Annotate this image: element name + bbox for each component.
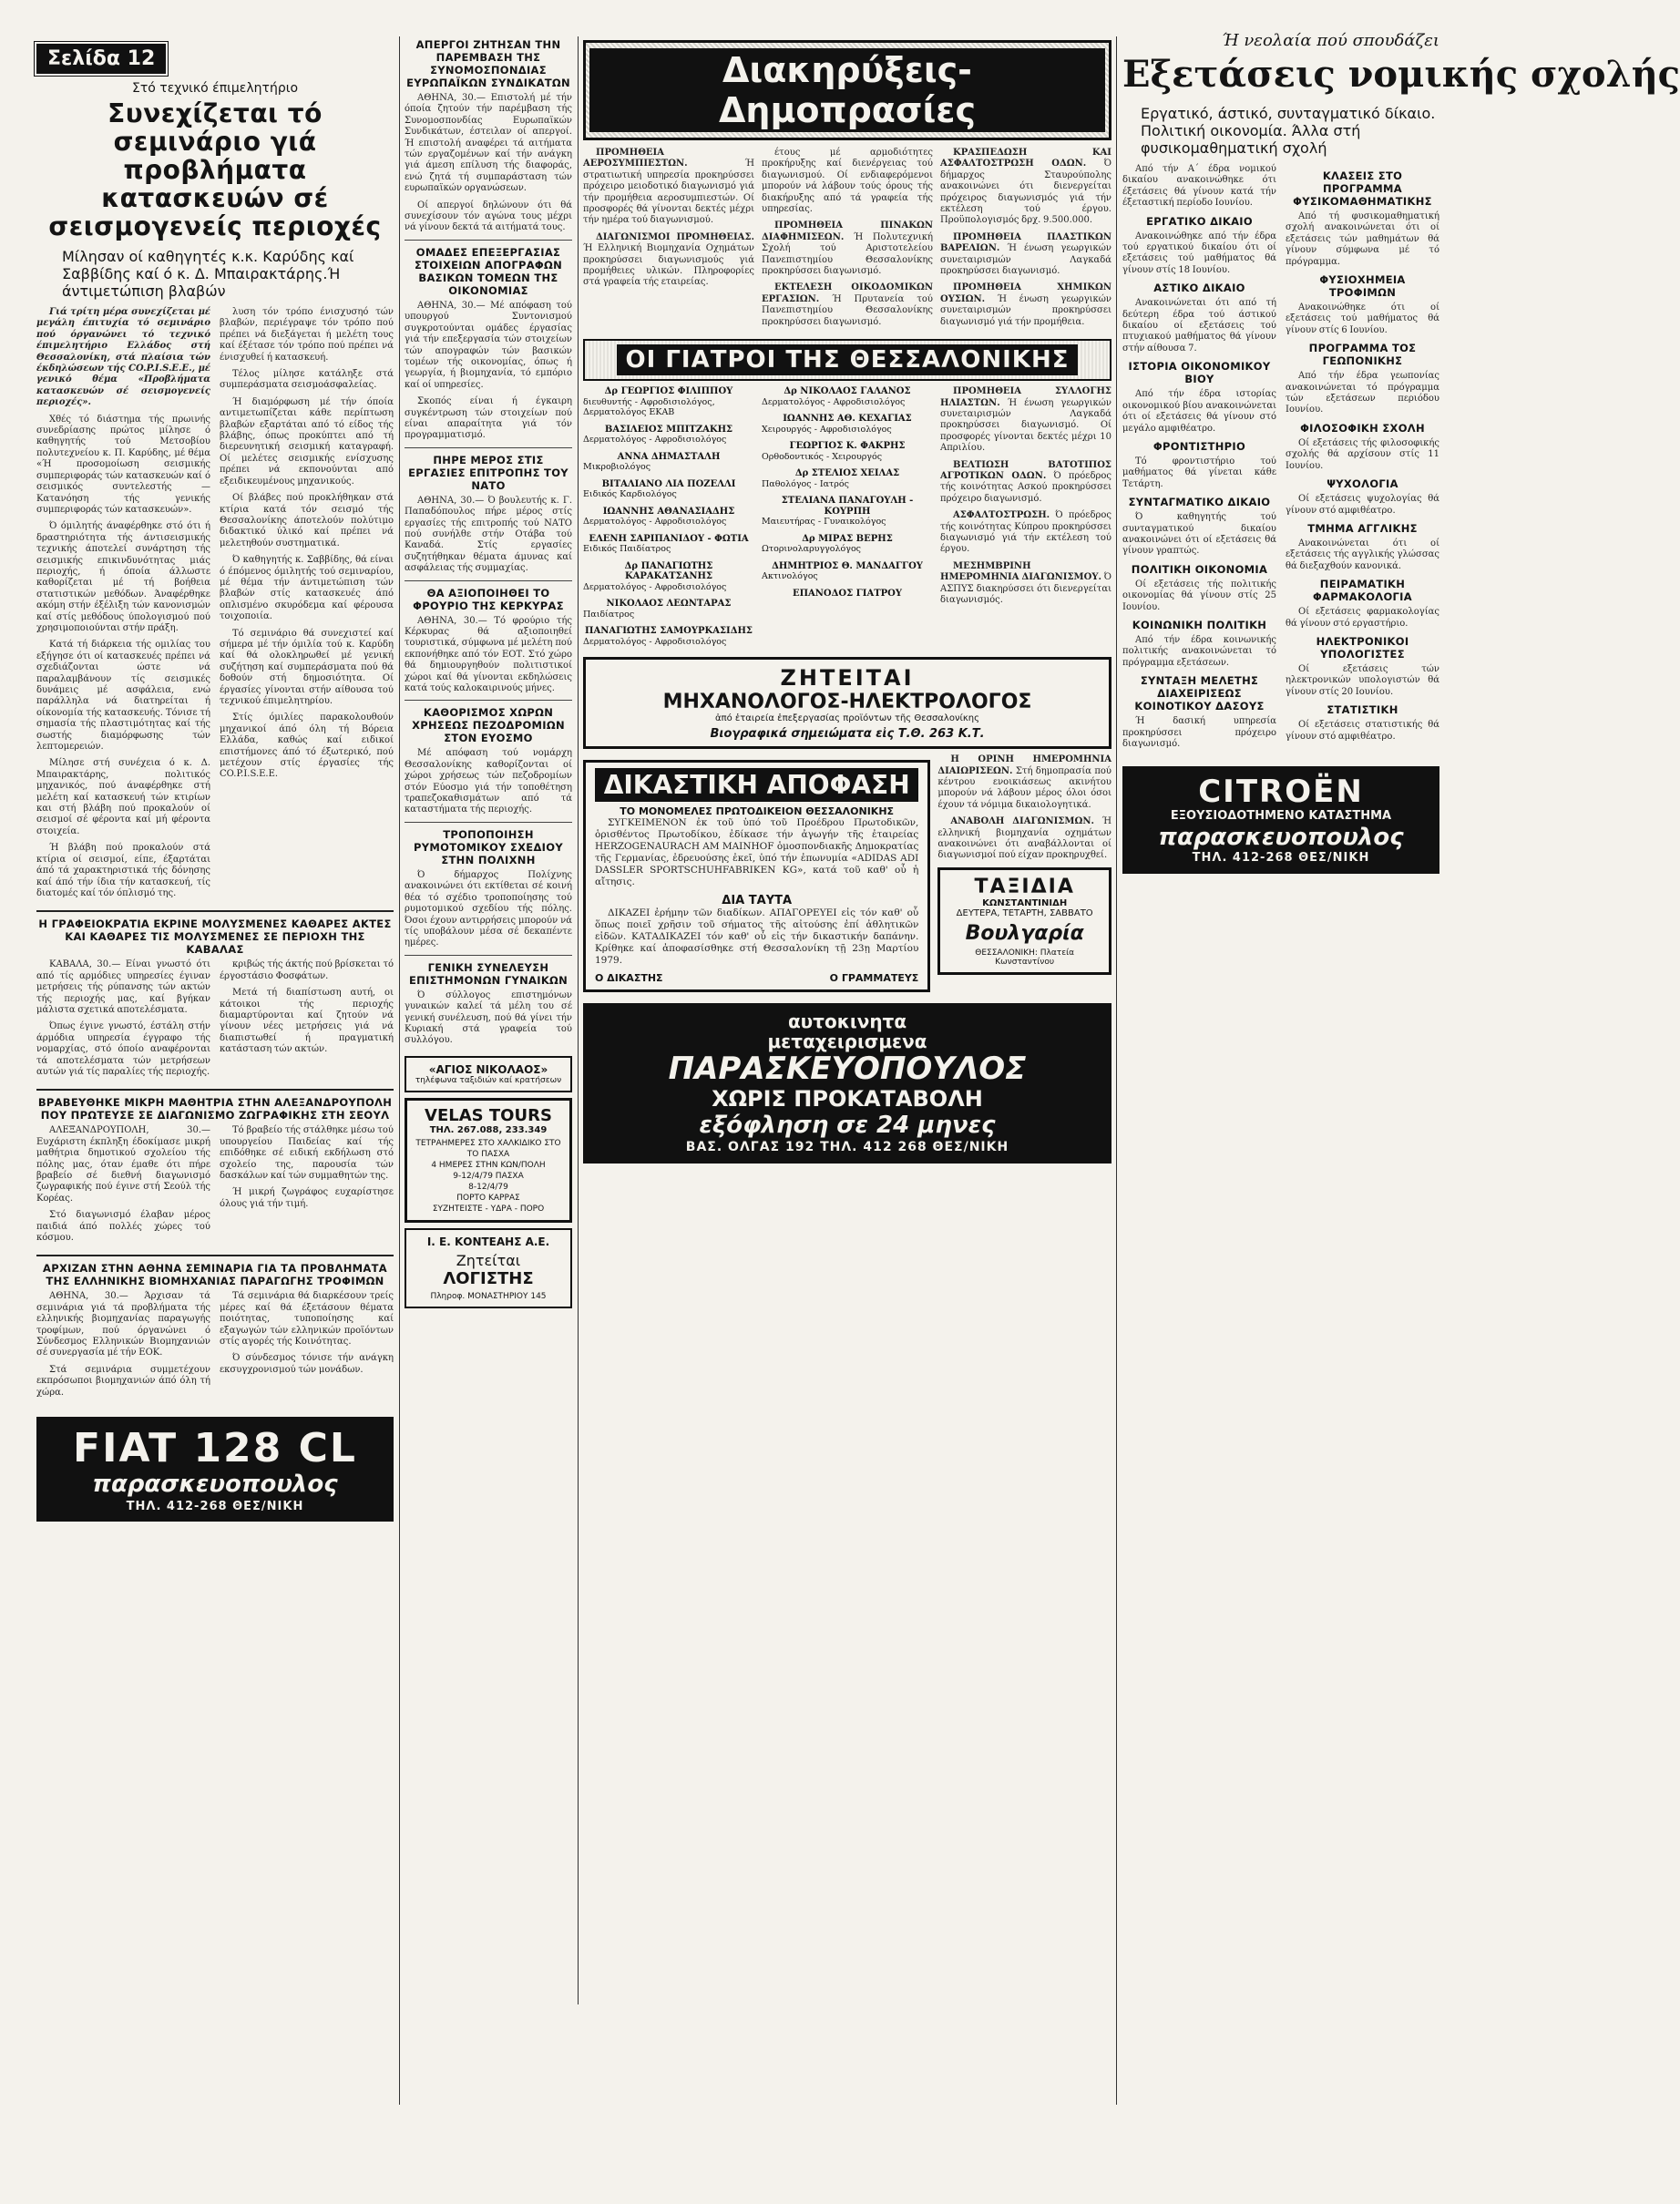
doctor-entry	[762, 414, 933, 435]
divider	[405, 580, 572, 581]
column-rule	[578, 36, 579, 2004]
story-headline: ΟΜΑΔΕΣ ΕΠΕΞΕΡΓΑΣΙΑΣ ΣΤΟΙΧΕΙΩΝ ΑΠΟΓΡΑΦΩΝ ΒΑΣΙΚΩΝ ΤΟΜΕΩΝ ΤΗΣ ΟΙΚΟΝΟΜΙΑΣ	[415, 245, 562, 297]
middle-column: ΑΠΕΡΓΟΙ ΖΗΤΗΣΑΝ ΤΗΝ ΠΑΡΕΜΒΑΣΗ ΤΗΣ ΣΥΝΟΜΟΣΠΟΝΔΙΑΣ ΕΥΡΩΠΑΪΚΩΝ ΣΥΝΔΙΚΑΤΩΝ ΑΘΗΝΑ, 30.— Επιστολή μέ τήν όποία ζητούν τήν παρέμβαση τής Συνομοσπονδίας Ευρωπαϊκών Συνδικάτων, έστειλαν οί απεργοί. Ή επιστολή αναφέρει τά αιτήματα τών εργαζομένων καί τήν ανάγκη γιά άμεση επίλυση τής διαφοράς, ενώ ζητά τή συμπαράσταση τών ευρωπαϊκών οργανώσεων. Οί απεργοί δηλώνουν ότι θά συνεχίσουν τόν αγώνα τους μέχρι νά γίνουν δεκτά τά αιτήματά τους. ΟΜΑΔΕΣ ΕΠΕΞΕΡΓΑΣΙΑΣ ΣΤΟΙΧΕΙΩΝ ΑΠΟΓΡΑΦΩΝ ΒΑΣΙΚΩΝ ΤΟΜΕΩΝ ΤΗΣ ΟΙΚΟΝΟΜΙΑΣ ΑΘΗΝΑ, 30.— Μέ απόφαση τού υπουργού Συντονισμού συγκροτούνται ομάδες έργασίας γιά τήν επεξεργασία τών στοιχείων τών απογραφών τών βασικών τομέων τής οικονομίας, όπως ή γεωργία, ή βιομηχανία, τό εμπόριο καί οί υπηρεσίες. Σκοπός είναι ή έγκαιρη συγκέντρωση τών στοιχείων πού είναι απαραίτητα γιά τόν προγραμματισμό. ΠΗΡΕ ΜΕΡΟΣ ΣΤΙΣ ΕΡΓΑΣΙΕΣ ΕΠΙΤΡΟΠΗΣ ΤΟΥ ΝΑΤΟ ΑΘΗΝΑ, 30.— Ό βουλευτής κ. Γ. Παπαδόπουλος πήρε μέρος στίς εργασίες τής επιτροπής τού ΝΑΤΟ πού συνήλθε στήν Οτάβα τού Καναδά. Στίς εργασίες συζητήθηκαν θέματα άμυνας καί ασφάλειας τής συμμαχίας. ΘΑ ΑΞΙΟΠΟΙΗΘΕΙ ΤΟ ΦΡΟΥΡΙΟ ΤΗΣ ΚΕΡΚΥΡΑΣ ΑΘΗΝΑ, 30.— Τό φρούριο τής Κέρκυρας θά αξιοποιηθεί τουριστικά, σύμφωνα μέ μελέτη πού εκπονήθηκε από τόν ΕΟΤ. Στό χώρο θά δημιουργηθούν πολιτιστικοί χώροι καί θά γίνονται εκδηλώσεις κατά τούς καλοκαιρινούς μήνες. ΚΑΘΟΡΙΣΜΟΣ ΧΩΡΩΝ ΧΡΗΣΕΩΣ ΠΕΖΟΔΡΟΜΙΩΝ ΣΤΟΝ ΕΥΟΣΜΟ Μέ απόφαση τού νομάρχη Θεσσαλονίκης καθορίζονται οί χώροι χρήσεως τών πεζοδρομίων στόν Εύοσμο γιά τήν τοποθέτηση τραπεζοκαθισμάτων από τά καταστήματα τής περιοχής. ΤΡΟΠΟΠΟΙΗΣΗ ΡΥΜΟΤΟΜΙΚΟΥ ΣΧΕΔΙΟΥ ΣΤΗΝ ΠΟΛΙΧΝΗ Ό δήμαρχος Πολίχνης ανακοινώνει ότι εκτίθεται σέ κοινή θέα τό σχέδιο τροποποίησης τού ρυμοτομικού σχεδίου τής πόλης. Όσοι έχουν αντιρρήσεις μπορούν νά τίς υποβάλουν μέσα σέ δεκαπέντε ημέρες. ΓΕΝΙΚΗ ΣΥΝΕΛΕΥΣΗ ΕΠΙΣΤΗΜΟΝΩΝ ΓΥΝΑΙΚΩΝ Ό σύλλογος επιστημόνων γυναικών καλεί τά μέλη του σέ γενική συνέλευση, πού θά γίνει τήν Κυριακή στά γραφεία τού συλλόγου. «ΑΓΙΟΣ ΝΙΚΟΛΑΟΣ» τηλέφωνα ταξιδιών καί κρατήσεων VELAS TOURS ΤΗΛ. 267.088, 233.349 ΤΕΤΡΑΗΜΕΡΕΣ ΣΤΟ ΧΑΛΚΙΔΙΚΟ ΣΤΟ ΤΟ ΠΑΣΧΑ 4 ΗΜΕΡΕΣ ΣΤΗΝ ΚΩΝ/ΠΟΛΗ 9-12/4/79 ΠΑΣΧΑ 8-12/4/79 ΠΟΡΤΟ ΚΑΡΡΑΣ ΣΥΖΗΤΕΙΣΤΕ - ΥΔΡΑ - ΠΟΡΟ Ι. Ε. ΚΟΝΤΕΑΗΣ Α.Ε. Ζητείται ΛΟΓΙΣΤΗΣ Πληροφ. ΜΟΝΑΣΤΗΡΙΟΥ 145	[405, 0, 572, 1314]
divider	[405, 955, 572, 956]
court-signature-judge: Ο ΔΙΚΑΣΤΗΣ	[595, 972, 663, 985]
car-ad-brand: ΠΑΡΑΣΚΕΥΟΠΟΥΛΟΣ	[668, 1051, 1027, 1088]
divider	[405, 240, 572, 241]
center-section: Διακηρύξεις-Δημοπρασίες ΠΡΟΜΗΘΕΙΑ ΑΕΡΟΣΥΜΠΙΕΣΤΩΝ. Ή στρατιωτική υπηρεσία προκηρύσσει πρόχειρο μειοδοτικό διαγωνισμό γιά τήν προμήθεια αεροσυμπιεστών. Οί προσφορές θά γίνονται δεκτές μέχρι τήν ημέρα τού διαγωνισμού. ΔΙΑΓΩΝΙΣΜΟΙ ΠΡΟΜΗΘΕΙΑΣ. Ή Ελληνική Βιομηχανία Οχημάτων προκηρύσσει διαγωνισμούς γιά προμήθειες υλικών. Πληροφορίες στά γραφεία τής εταιρείας. έτους μέ αρμοδιότητες προκήρυξης καί διενέργειας τού διαγωνισμού. Οί ενδιαφερόμενοι μπορούν νά λάβουν τούς όρους τής διακήρυξης από τά γραφεία τής υπηρεσίας. ΠΡΟΜΗΘΕΙΑ ΠΙΝΑΚΩΝ ΔΙΑΦΗΜΙΣΕΩΝ. Ή Πολυτεχνική Σχολή τού Αριστοτελείου Πανεπιστημίου Θεσσαλονίκης προκηρύσσει διαγωνισμό. ΕΚΤΕΛΕΣΗ ΟΙΚΟΔΟΜΙΚΩΝ ΕΡΓΑΣΙΩΝ. Ή Πρυτανεία τού Πανεπιστημίου Θεσσαλονίκης προκηρύσσει διαγωνισμό. ΚΡΑΣΠΕΔΩΣΗ ΚΑΙ ΑΣΦΑΛΤΟΣΤΡΩΣΗ ΟΔΩΝ. Ό δήμαρχος Σταυρούπολης ανακοινώνει ότι διενεργείται πρόχειρος διαγωνισμός γιά τήν εκτέλεση τού έργου. Προϋπολογισμός δρχ. 9.500.000. ΠΡΟΜΗΘΕΙΑ ΠΛΑΣΤΙΚΩΝ ΒΑΡΕΛΙΩΝ. Ή ένωση γεωργικών συνεταιρισμών Λαγκαδά προκηρύσσει διαγωνισμό. ΠΡΟΜΗΘΕΙΑ ΧΗΜΙΚΩΝ ΟΥΣΙΩΝ. Ή ένωση γεωργικών συνεταιρισμών προκηρύσσει διαγωνισμό γιά τήν προμήθεια. ΟΙ ΓΙΑΤΡΟΙ ΤΗΣ ΘΕΣΣΑΛΟΝΙΚΗΣ Δρ ΓΕΩΡΓΙΟΣ ΦΙΛΙΠΠΟΥ διευθυντής - Αφροδισιολόγος, Δερματολόγος ΕΚΑΒ ΒΑΣΙΛΕΙΟΣ ΜΠΙΤΖΑΚΗΣ Δερματολόγος - Αφροδισιολόγος ΑΝΝΑ ΔΗΜΑΣΤΑΛΗ Μικροβιολόγος ΒΙΤΑΛΙΑΝΟ ΛΙΑ ΠΟΖΕΛΛΙ Ειδικός Καρδιολόγος ΙΩΑΝΝΗΣ ΑΘΑΝΑΣΙΑΔΗΣ Δερματολόγος - Αφροδισιολόγος ΕΛΕΝΗ ΣΑΡΙΠΑΝΙΔΟΥ - ΦΩΤΙΑ Ειδικός Παιδίατρος Δρ ΠΑΝΑΓΙΩΤΗΣ ΚΑΡΑΚΑΤΣΑΝΗΣ Δερματολόγος - Αφροδισιολόγος ΝΙΚΟΛΑΟΣ ΛΕΩΝΤΑΡΑΣ Παιδίατρος ΠΑΝΑΓΙΩΤΗΣ ΣΑΜΟΥΡΚΑΣΙΔΗΣ Δερματολόγος - Αφροδισιολόγος Δρ ΝΙΚΟΛΑΟΣ ΓΑΛΑΝΟΣ Δερματολόγος - Αφροδισιολόγος ΙΩΑΝΝΗΣ ΑΘ. ΚΕΧΑΓΙΑΣ Χειρουργός - Αφροδισιολόγος ΓΕΩΡΓΙΟΣ Κ. ΦΑΚΡΗΣ Ορθοδοντικός - Χειρουργός Δρ ΣΤΕΛΙΟΣ ΧΕΙΛΑΣ Παθολόγος - Ιατρός ΣΤΕΛΙΑΝΑ ΠΑΝΑΓΟΥΛΗ - ΚΟΥΡΠΗ Μαιευτήρας - Γυναικολόγος Δρ ΜΙΡΑΣ ΒΕΡΗΣ Ωτορινολαρυγγολόγος ΔΗΜΗΤΡΙΟΣ Θ. ΜΑΝΔΑΓΓΟΥ Ακτινολόγος ΕΠΑΝΟΔΟΣ ΓΙΑΤΡΟΥ ΠΡΟΜΗΘΕΙΑ ΣΥΛΛΟΓΗΣ ΗΛΙΑΣΤΩΝ. Ή ένωση γεωργικών συνεταιρισμών Λαγκαδά προκηρύσσει διαγωνισμό. Οί προσφορές γίνονται δεκτές μέχρι 10 Απριλίου. ΒΕΛΤΙΩΣΗ ΒΑΤΟΤΙΠΟΣ ΑΓΡΟΤΙΚΩΝ ΟΔΩΝ. Ό πρόεδρος τής κοινότητας Ασκού προκηρύσσει πρόχειρο διαγωνισμό. ΑΣΦΑΛΤΟΣΤΡΩΣΗ. Ό πρόεδρος τής κοινότητας Κύπρου προκηρύσσει διαγωνισμό γιά τήν εκτέλεση τού έργου. ΜΕΣΗΜΒΡΙΝΗ ΗΜΕΡΟΜΗΝΙΑ ΔΙΑΓΩΝΙΣΜΟΥ. Ό ΑΣΠΥΣ διακηρύσσει ότι διενεργείται διαγωνισμός. ΖΗΤΕΙΤΑΙ ΜΗΧΑΝΟΛΟΓΟΣ-ΗΛΕΚΤΡΟΛΟΓΟΣ ἀπό ἐταιρεία ἐπεξεργασίας προϊόντων τῆς Θεσσαλονίκης Βιογραφικά σημειώματα εἰς Τ.Θ. 263 Κ.Τ. ΔΙΚΑΣΤΙΚΗ ΑΠΟΦΑΣΗ ΤΟ ΜΟΝΟΜΕΛΕΣ ΠΡΩΤΟΔΙΚΕΙΟΝ ΘΕΣΣΑΛΟΝΙΚΗΣ ΣΥΓΚΕΙΜΕΝΟΝ ἐκ τοῦ ὑπό τοῦ Προέδρου Πρωτοδικῶν, ὁρισθέντος Πρωτοδίκου, ἐδίκασε τήν ἀγωγήν τῆς ἐταιρείας HERZOGENAURACH AM MAINHOF ὁμοσπονδιακῆς Δημοκρατίας τῆς Γερμανίας, ἐδρευούσης ἐκεῖ, ὑπό τήν ἐπωνυμία «ADIDAS ADI DASSLER SPORTSCHUHFABRIKEN KG», κατά τοῦ καθ' οὗ ἡ αἴτησις. ΔΙΑ ΤΑΥΤΑ ΔΙΚΑΖΕΙ ἐρήμην τῶν διαδίκων. ΑΠΑΓΟΡΕΥΕΙ εἰς τόν καθ' οὗ ὅπως ποιεῖ χρῆσιν τοῦ σήματος τῆς αἰτούσης ἐπί ἀθλητικῶν εἰδῶν. ΚΑΤΑΔΙΚΑΖΕΙ τόν καθ' οὗ εἰς τήν δικαστικήν δαπάνην. Κρίθηκε καί ἀποφασίσθηκε στή Θεσσαλονίκη τῇ 23ῃ Μαρτίου 1979. Ο ΔΙΚΑΣΤΗΣ Ο ΓΡΑΜΜΑΤΕΥΣ Η ΟΡΙΝΗ ΗΜΕΡΟΜΗΝΙΑ ΔΙΑΙΩΡΙΣΕΩΝ. Στή δημοπρασία πού κέντρου ενοικιάσεως ακινήτου μπορούν νά λάβουν μέρος όλοι όσοι έχουν τά νόμιμα δικαιολογητικά. ΑΝΑΒΟΛΗ ΔΙΑΓΩΝΙΣΜΩΝ. Ή ελληνική βιομηχανία οχημάτων ανακοινώνει ότι αναβάλλονται οί διαγωνισμοί πού είχαν προκηρυχθεί. ΤΑΞΙΔΙΑ ΚΩΝΣΤΑΝΤΙΝΙΔΗ ΔΕΥΤΕΡΑ, ΤΕΤΑΡΤΗ, ΣΑΒΒΑΤΟ Βουλγαρία ΘΕΣΣΑΛΟΝΙΚΗ: Πλατεία Κωνσταντίνου αυτοκινητα μεταχειρισμενα ΠΑΡΑΣΚΕΥΟΠΟΥΛΟΣ ΧΩΡΙΣ ΠΡΟΚΑΤΑΒΟΛΗ εξόφληση σε 24 μηνες ΒΑΣ. ΟΛΓΑΣ 192 ΤΗΛ. 412 268 ΘΕΣ/ΝΙΚΗ	[583, 0, 1111, 1164]
doctor-name: ΕΠΑΝΟΔΟΣ ΓΙΑΤΡΟΥ	[792, 588, 903, 599]
doctor-info: Ακτινολόγος	[762, 571, 818, 582]
column-rule	[399, 36, 400, 2105]
doctor-entry	[583, 479, 754, 500]
section-heading: ΣΥΝΤΑΞΗ ΜΕΛΕΤΗΣ ΔΙΑΧΕΙΡΙΣΕΩΣ ΚΟΙΝΟΤΙΚΟΥ ΔΑΣΟΥΣ	[1134, 674, 1265, 713]
doctor-entry	[583, 452, 754, 473]
main-headline: Συνεχίζεται τό σεμινάριο γιά προβλήματα κατασκευών σέ σεισμογενείς περιοχές	[48, 98, 382, 241]
section-heading: ΠΟΛΙΤΙΚΗ ΟΙΚΟΝΟΜΙΑ	[1131, 562, 1268, 576]
article-body: Γιά τρίτη μέρα συνεχίζεται μέ μεγάλη έπιτυχία τό σεμινάριο πού όργανώνει τό τεχνικό έπιμελητήριο Ελλάδος στή Θεσσαλονίκη, στά πλαίσια τών έκδηλώσεων τής CO.P.I.S.E.E., μέ γενικό θέμα «Προβλήματα κατασκευών σέ σεισμογενείς περιοχές». Χθές τό διάστημα τής πρωινής συνεδρίασης πρώτος μίλησε ό καθηγητής τού Μετσοβίου πολυτεχνείου κ. Π. Καρύδης, μέ θέμα «Ή προσομοίωση σεισμικής συμπεριφοράς τών κατασκευών καί ό σεισμικός συντελεστής — Κατανόηση τής γενικής συμπεριφοράς τών κατασκευών». Ό όμιλητής άναφέρθηκε στό ότι ή δραστηριότητα τής άντισεισμικής τεχνικής άποτελεί συνάρτηση τής σεισμικής επικινδυνότητας μιάς περιοχής, ή όποία άλλωστε καθορίζεται μέ τή βοήθεια στατιστικών μεθόδων. Άναφέρθηκε ακόμη στήν έξέλιξη τών κανονισμών καί στίς μεθόδους ύπολογισμού πού χρησιμοποιούνται στήν πράξη. Κατά τή διάρκεια τής ομιλίας του εξήγησε ότι οί κατασκευές πρέπει νά σχεδιάζονται ώστε νά παραλαμβάνουν τίς σεισμικές δυνάμεις μέ ασφάλεια, ενώ παράλληλα νά διατηρείται ή οίκονομία τής κατασκευής. Τόνισε τή σημασία τής πλαστιμότητας καί τής σωστής διαμόρφωσης τών λεπτομερειών. Μίλησε στή συνέχεια ό κ. Δ. Μπαιρακτάρης, πολιτικός μηχανικός, πού άναφέρθηκε στή μελέτη καί κατασκευή τών κτιρίων και στή βλάβη πού προκαλούν οί σεισμοί σέ φέροντα καί μή φέροντα στοιχεία. Ή βλάβη πού προκαλούν στά κτίρια οί σεισμοί, είπε, έξαρτάται άπό τά χαρακτηριστικά τής δόνησης καί άπό τήν ίδια τήν κατασκευή, τίς διατομές καί τόν όπλισμό της. λυση τόν τρόπο ένισχυσηό τών βλαβών, περιέγραψε τόν τρόπο πού πρέπει νά διεξάγεται ή μελέτη τους καί έξέτασε τόν τρόπο πού πρέπει νά ένισχυθεί ή κατασκευή. Τέλος μίλησε κατάληξε στά συμπεράσματα σεισμοάσφαλείας. Ή διαμόρφωση μέ τήν όποία αντιμετωπίζεται κάθε περίπτωση βλαβών εξαρτάται από τό είδος τής βλάβης, όπως προκύπτει από τή διερευνητική σεισμική καταγραφή. Οί μελέτες σεισμικής ενίσχυσης πρέπει νά εκπονούνται από εξειδικευμένους μηχανικούς. Οί βλάβες πού προκλήθηκαν στά κτίρια κατά τόν σεισμό τής Θεσσαλονίκης άποτελούν πολύτιμο διδακτικό ύλικό καί πρέπει νά μελετηθούν συστηματικά. Ό καθηγητής κ. Σαββίδης, θά είναι ό έπόμενος όμιλητής τού σεμιναρίου, μέ θέμα τήν άντιμετώπιση τών βλαβών στίς κατασκευές άπό οπλισμένο σκυρόδεμα καί φέρουσα τοιχοποιία. Τό σεμινάριο θά συνεχιστεί καί σήμερα μέ τήν όμιλία τού κ. Καρύδη καί θά ολοκληρωθεί μέ γενική συζήτηση καί συμπεράσματα πού θά δοθούν στή δημοσιότητα. Οί έργασίες γίνονται στήν αίθουσα τού τεχνικού έπιμελητηρίου. Στίς όμιλίες παρακολουθούν μηχανικοί άπό όλη τή Βόρεια Ελλάδα, καθώς καί ειδικοί επιστήμονες άπό τό έξωτερικό, πού μετέχουν στίς έργασίες τής CO.P.I.S.E.E.	[36, 307, 394, 898]
announcements-title: Διακηρύξεις-Δημοπρασίες	[589, 48, 1105, 132]
doctor-info: Παθολόγος - Ιατρός	[762, 478, 849, 489]
velas-line: 9-12/4/79 ΠΑΣΧΑ	[453, 1171, 524, 1181]
story-headline: ΘΑ ΑΞΙΟΠΟΙΗΘΕΙ ΤΟ ΦΡΟΥΡΙΟ ΤΗΣ ΚΕΡΚΥΡΑΣ	[413, 586, 564, 612]
konteas-wanted: Ζητείται	[456, 1251, 521, 1269]
section-heading: ΗΛΕΚΤΡΟΝΙΚΟΙ ΥΠΟΛΟΓΙΣΤΕΣ	[1316, 634, 1409, 661]
used-cars-advertisement	[583, 1003, 1111, 1164]
doctor-name: ΠΑΝΑΓΙΩΤΗΣ ΣΑΜΟΥΡΚΑΣΙΔΗΣ	[585, 626, 753, 637]
velas-line: ΤΕΤΡΑΗΜΕΡΕΣ ΣΤΟ ΧΑΛΚΙΔΙΚΟ ΣΤΟ ΤΟ ΠΑΣΧΑ	[415, 1138, 561, 1159]
section-heading: ΣΤΑΤΙΣΤΙΚΗ	[1327, 703, 1398, 717]
doctor-info: Δερματολόγος - Αφροδισιολόγος	[583, 636, 727, 647]
page-number-label: Σελίδα 12	[36, 44, 166, 74]
kicker: Στό τεχνικό έπιμελητήριο	[131, 81, 299, 96]
doctor-entry	[583, 534, 754, 555]
doctor-name: ΒΑΣΙΛΕΙΟΣ ΜΠΙΤΖΑΚΗΣ	[604, 424, 733, 435]
car-ad-line: μεταχειρισμενα	[767, 1030, 927, 1053]
doctor-info: Δερματολόγος - Αφροδισιολόγος	[762, 396, 906, 407]
car-ad-line: αυτοκινητα	[787, 1010, 907, 1033]
story-headline: Η ΓΡΑΦΕΙΟΚΡΑΤΙΑ ΕΚΡΙΝΕ ΜΟΛΥΣΜΕΝΕΣ ΚΑΘΑΡΕΣ ΑΚΤΕΣ ΚΑΙ ΚΑΘΑΡΕΣ ΤΙΣ ΜΟΛΥΣΜΕΝΕΣ ΣΕ ΠΕΡΙΟΧΗ ΤΗΣ ΚΑΒΑΛΑΣ	[38, 917, 392, 957]
doctors-banner-title: ΟΙ ΓΙΑΤΡΟΙ ΤΗΣ ΘΕΣΣΑΛΟΝΙΚΗΣ	[617, 344, 1079, 375]
doctor-entry	[762, 496, 933, 528]
story-headline: ΤΡΟΠΟΠΟΙΗΣΗ ΡΥΜΟΤΟΜΙΚΟΥ ΣΧΕΔΙΟΥ ΣΤΗΝ ΠΟΛΙΧΝΗ	[414, 827, 563, 866]
doctor-info: Δερματολόγος - Αφροδισιολόγος	[583, 581, 727, 592]
fiat-ad-brand: παρασκευοπουλος	[92, 1471, 338, 1499]
right-column: Ή νεολαία πού σπουδάζει Εξετάσεις νομικής σχολής Εργατικό, άστικό, συνταγματικό δίκαιο. Πολιτική οικονομία. Άλλα στή φυσικομαθηματική σχολή Από τήν Α΄ έδρα νομικού δικαίου ανακοινώθηκε ότι έξετάσεις θά γίνουν κατά τήν έξεταστική περίοδο Ιουνίου. ΕΡΓΑΤΙΚΟ ΔΙΚΑΙΟ Ανακοινώθηκε από τήν έδρα τού εργατικού δικαίου ότι οί εξετάσεις τού μαθήματος θά γίνουν στίς 18 Ιουνίου. ΑΣΤΙΚΟ ΔΙΚΑΙΟ Ανακοινώνεται ότι από τή δεύτερη έδρα τού άστικού δικαίου οί εξετάσεις τού πτυχιακού μαθήματος θά γίνουν στήν αίθουσα 7. ΙΣΤΟΡΙΑ ΟΙΚΟΝΟΜΙΚΟΥ ΒΙΟΥ Από τήν έδρα ιστορίας οικονομικού βίου ανακοινώνεται ότι οί εξετάσεις θά γίνουν στό μεγάλο αμφιθέατρο. ΦΡΟΝΤΙΣΤΗΡΙΟ Τό φροντιστήριο τού μαθήματος θά γίνεται κάθε Τετάρτη. ΣΥΝΤΑΓΜΑΤΙΚΟ ΔΙΚΑΙΟ Ό καθηγητής τού συνταγματικού δικαίου ανακοινώνει ότι οί εξετάσεις θά γίνουν γραπτώς. ΠΟΛΙΤΙΚΗ ΟΙΚΟΝΟΜΙΑ Οί εξετάσεις τής πολιτικής οικονομίας θά γίνουν στίς 25 Ιουνίου. ΚΟΙΝΩΝΙΚΗ ΠΟΛΙΤΙΚΗ Από τήν έδρα κοινωνικής πολιτικής ανακοινώνεται τό πρόγραμμα εξετάσεων. ΣΥΝΤΑΞΗ ΜΕΛΕΤΗΣ ΔΙΑΧΕΙΡΙΣΕΩΣ ΚΟΙΝΟΤΙΚΟΥ ΔΑΣΟΥΣ Ή δασική υπηρεσία προκηρύσσει πρόχειρο διαγωνισμό. ΚΛΑΣΕΙΣ ΣΤΟ ΠΡΟΓΡΑΜΜΑ ΦΥΣΙΚΟΜΑΘΗΜΑΤΙΚΗΣ Από τή φυσικομαθηματική σχολή ανακοινώνεται ότι οί εξετάσεις τών μαθημάτων θά γίνουν σύμφωνα μέ τό πρόγραμμα. ΦΥΣΙΟΧΗΜΕΙΑ ΤΡΟΦΙΜΩΝ Ανακοινώθηκε ότι οί εξετάσεις τού μαθήματος θά γίνουν στίς 6 Ιουνίου. ΠΡΟΓΡΑΜΜΑ ΤΟΣ ΓΕΩΠΟΝΙΚΗΣ Από τήν έδρα γεωπονίας ανακοινώνεται τό πρόγραμμα τών εξετάσεων περιόδου Ιουνίου. ΦΙΛΟΣΟΦΙΚΗ ΣΧΟΛΗ Οί εξετάσεις τής φιλοσοφικής σχολής θά αρχίσουν στίς 11 Ιουνίου. ΨΥΧΟΛΟΓΙΑ Οί εξετάσεις ψυχολογίας θά γίνουν στό αμφιθέατρο. ΤΜΗΜΑ ΑΓΓΛΙΚΗΣ Ανακοινώνεται ότι οί εξετάσεις τής αγγλικής γλώσσας θά διεξαχθούν κανονικά. ΠΕΙΡΑΜΑΤΙΚΗ ΦΑΡΜΑΚΟΛΟΓΙΑ Οί εξετάσεις φαρμακολογίας θά γίνουν στό εργαστήριο. ΗΛΕΚΤΡΟΝΙΚΟΙ ΥΠΟΛΟΓΙΣΤΕΣ Οί εξετάσεις τών ηλεκτρονικών υπολογιστών θά γίνουν στίς 20 Ιουνίου. ΣΤΑΤΙΣΤΙΚΗ Οί εξετάσεις στατιστικής θά γίνουν στό αμφιθέατρο. CITROËN ΕΞΟΥΣΙΟΔΟΤΗΜΕΝΟ ΚΑΤΑΣΤΗΜΑ παρασκευοπουλος ΤΗΛ. 412-268 ΘΕΣ/ΝΙΚΗ	[1122, 0, 1439, 874]
section-heading: ΣΥΝΤΑΓΜΑΤΙΚΟ ΔΙΚΑΙΟ	[1128, 496, 1271, 509]
doctor-info: Χειρουργός - Αφροδισιολόγος	[762, 424, 892, 435]
doctor-name: Δρ ΣΤΕΛΙΟΣ ΧΕΙΛΑΣ	[794, 468, 900, 479]
doctor-name: ΝΙΚΟΛΑΟΣ ΛΕΩΝΤΑΡΑΣ	[606, 599, 732, 610]
fiat-ad-phone: ΤΗΛ. 412-268 ΘΕΣ/ΝΙΚΗ	[126, 1500, 304, 1514]
doctor-name: Δρ ΓΕΩΡΓΙΟΣ ΦΙΛΙΠΠΟΥ	[604, 386, 733, 397]
doctor-entry	[583, 386, 754, 418]
court-verdict-heading: ΔΙΑ ΤΑΥΤΑ	[722, 894, 793, 908]
velas-line: 8-12/4/79	[468, 1182, 508, 1192]
story-headline: ΑΡΧΙΖΑΝ ΣΤΗΝ ΑΘΗΝΑ ΣΕΜΙΝΑΡΙΑ ΓΙΑ ΤΑ ΠΡΟΒΛΗΜΑΤΑ ΤΗΣ ΕΛΛΗΝΙΚΗΣ ΒΙΟΜΗΧΑΝΙΑΣ ΠΑΡΑΓΩΓΗΣ ΤΡΟΦΙΜΩΝ	[43, 1262, 387, 1288]
divider	[405, 700, 572, 701]
doctor-entry	[583, 626, 754, 647]
doctor-name: ΣΤΕΛΙΑΝΑ ΠΑΝΑΓΟΥΛΗ - ΚΟΥΡΠΗ	[781, 496, 914, 517]
divider	[36, 910, 394, 912]
konteas-role: ΛΟΓΙΣΤΗΣ	[443, 1268, 534, 1288]
wanted-engineer-ad: ΖΗΤΕΙΤΑΙ ΜΗΧΑΝΟΛΟΓΟΣ-ΗΛΕΚΤΡΟΛΟΓΟΣ ἀπό ἐταιρεία ἐπεξεργασίας προϊόντων τῆς Θεσσαλονίκης Βιογραφικά σημειώματα εἰς Τ.Θ. 263 Κ.Τ.	[583, 657, 1111, 749]
car-ad-line: εξόφληση σε 24 μηνες	[699, 1112, 996, 1140]
wanted-title: ΖΗΤΕΙΤΑΙ	[780, 665, 915, 692]
doctor-name: ΙΩΑΝΝΗΣ ΑΘΑΝΑΣΙΑΔΗΣ	[602, 506, 735, 517]
travel-ad: ΤΑΞΙΔΙΑ ΚΩΝΣΤΑΝΤΙΝΙΔΗ ΔΕΥΤΕΡΑ, ΤΕΤΑΡΤΗ, ΣΑΒΒΑΤΟ Βουλγαρία ΘΕΣΣΑΛΟΝΙΚΗ: Πλατεία Κωνσταντίνου	[937, 867, 1111, 975]
doctor-info: Ειδικός Καρδιολόγος	[583, 489, 677, 500]
section-heading: ΦΙΛΟΣΟΦΙΚΗ ΣΧΟΛΗ	[1300, 421, 1425, 435]
agios-nikolaos-ad: «ΑΓΙΟΣ ΝΙΚΟΛΑΟΣ» τηλέφωνα ταξιδιών καί κρατήσεων	[405, 1056, 572, 1092]
court-title: ΔΙΚΑΣΤΙΚΗ ΑΠΟΦΑΣΗ	[595, 768, 918, 802]
doctor-info: Δερματολόγος - Αφροδισιολόγος	[583, 517, 727, 528]
kicker: Ή νεολαία πού σπουδάζει	[1221, 31, 1439, 50]
doctor-name: ΕΛΕΝΗ ΣΑΡΙΠΑΝΙΔΟΥ - ΦΩΤΙΑ	[589, 533, 749, 544]
agios-nikolaos-ad-title: «ΑΓΙΟΣ ΝΙΚΟΛΑΟΣ»	[428, 1062, 548, 1076]
divider	[405, 822, 572, 823]
doctor-info: Παιδίατρος	[583, 609, 635, 620]
velas-line: 4 ΗΜΕΡΕΣ ΣΤΗΝ ΚΩΝ/ΠΟΛΗ	[431, 1160, 546, 1170]
fiat-advertisement	[36, 1417, 394, 1522]
court-signature-clerk: Ο ΓΡΑΜΜΑΤΕΥΣ	[829, 972, 919, 985]
divider	[36, 1255, 394, 1256]
citroen-brand-name: παρασκευοπουλος	[1158, 824, 1404, 852]
travel-title: ΤΑΞΙΔΙΑ	[974, 875, 1075, 898]
velas-line: ΠΟΡΤΟ ΚΑΡΡΑΣ	[456, 1193, 520, 1203]
car-ad-line: ΧΩΡΙΣ ΠΡΟΚΑΤΑΒΟΛΗ	[712, 1086, 983, 1112]
konteas-ad: Ι. Ε. ΚΟΝΤΕΑΗΣ Α.Ε. Ζητείται ΛΟΓΙΣΤΗΣ Πληροφ. ΜΟΝΑΣΤΗΡΙΟΥ 145	[405, 1228, 572, 1308]
doctor-name: ΒΙΤΑΛΙΑΝΟ ΛΙΑ ΠΟΖΕΛΛΙ	[601, 478, 736, 489]
velas-line: ΣΥΖΗΤΕΙΣΤΕ - ΥΔΡΑ - ΠΟΡΟ	[432, 1204, 545, 1214]
story-headline: ΑΠΕΡΓΟΙ ΖΗΤΗΣΑΝ ΤΗΝ ΠΑΡΕΜΒΑΣΗ ΤΗΣ ΣΥΝΟΜΟΣΠΟΝΔΙΑΣ ΕΥΡΩΠΑΪΚΩΝ ΣΥΝΔΙΚΑΤΩΝ	[406, 38, 570, 89]
divider	[405, 447, 572, 448]
section-heading: ΠΕΙΡΑΜΑΤΙΚΗ ΦΑΡΜΑΚΟΛΟΓΙΑ	[1313, 578, 1412, 604]
subheadline: Μίλησαν οί καθηγητές κ.κ. Καρύδης καί Σαββίδης καί ό κ. Δ. Μπαιρακτάρης.Ή άντιμετώπιση βλαβών	[62, 248, 354, 300]
doctor-entry	[583, 425, 754, 446]
doctor-entry	[762, 441, 933, 462]
citroen-phone: ΤΗΛ. 412-268 ΘΕΣ/ΝΙΚΗ	[1192, 851, 1370, 866]
velas-title: VELAS TOURS	[425, 1105, 552, 1125]
doctor-entry	[583, 599, 754, 620]
citroen-dealer: ΕΞΟΥΣΙΟΔΟΤΗΜΕΝΟ ΚΑΤΑΣΤΗΜΑ	[1170, 809, 1392, 824]
section-heading: ΚΛΑΣΕΙΣ ΣΤΟ ΠΡΟΓΡΑΜΜΑ ΦΥΣΙΚΟΜΑΘΗΜΑΤΙΚΗΣ	[1293, 169, 1432, 208]
velas-tours-ad	[405, 1098, 572, 1223]
section-heading: ΤΜΗΜΑ ΑΓΓΛΙΚΗΣ	[1307, 521, 1418, 535]
doctor-name: ΑΝΝΑ ΔΗΜΑΣΤΑΛΗ	[617, 451, 721, 462]
subheadline: Εργατικό, άστικό, συνταγματικό δίκαιο. Πολιτική οικονομία. Άλλα στή φυσικομαθηματική σχολή	[1141, 105, 1436, 157]
doctor-info: διευθυντής - Αφροδισιολόγος, Δερματολόγος ΕΚΑΒ	[583, 396, 715, 418]
section-heading: ΦΥΣΙΟΧΗΜΕΙΑ ΤΡΟΦΙΜΩΝ	[1319, 273, 1406, 300]
doctor-name: Δρ ΝΙΚΟΛΑΟΣ ΓΑΛΑΝΟΣ	[784, 386, 911, 397]
fiat-ad-model: FIAT 128 CL	[73, 1425, 357, 1472]
section-heading: ΦΡΟΝΤΙΣΤΗΡΙΟ	[1152, 439, 1246, 453]
doctor-entry	[762, 561, 933, 582]
story-headline: ΓΕΝΙΚΗ ΣΥΝΕΛΕΥΣΗ ΕΠΙΣΤΗΜΟΝΩΝ ΓΥΝΑΙΚΩΝ	[408, 960, 569, 987]
divider	[36, 1089, 394, 1091]
wanted-role: ΜΗΧΑΝΟΛΟΓΟΣ-ΗΛΕΚΤΡΟΛΟΓΟΣ	[662, 691, 1032, 714]
wanted-contact: Βιογραφικά σημειώματα εἰς Τ.Θ. 263 Κ.Τ.	[710, 727, 985, 742]
doctor-name: ΙΩΑΝΝΗΣ ΑΘ. ΚΕΧΑΓΙΑΣ	[783, 414, 912, 425]
doctor-name: Δρ ΠΑΝΑΓΙΩΤΗΣ ΚΑΡΑΚΑΤΣΑΝΗΣ	[624, 560, 713, 582]
section-heading: ΚΟΙΝΩΝΙΚΗ ΠΟΛΙΤΙΚΗ	[1132, 618, 1267, 631]
citroen-brand: CITROËN	[1198, 774, 1364, 811]
section-heading: ΠΡΟΓΡΑΜΜΑ ΤΟΣ ΓΕΩΠΟΝΙΚΗΣ	[1308, 342, 1417, 368]
velas-phone: ΤΗΛ. 267.088, 233.349	[429, 1124, 548, 1135]
doctor-entry	[762, 589, 933, 600]
announcements-banner	[583, 40, 1111, 140]
section-heading: ΕΡΓΑΤΙΚΟ ΔΙΚΑΙΟ	[1146, 214, 1253, 228]
doctor-name: Δρ ΜΙΡΑΣ ΒΕΡΗΣ	[802, 533, 893, 544]
doctor-entry	[762, 386, 933, 407]
doctor-name: ΓΕΩΡΓΙΟΣ Κ. ΦΑΚΡΗΣ	[789, 441, 906, 452]
main-headline: Εξετάσεις νομικής σχολής	[1122, 53, 1680, 96]
story-headline: ΚΑΘΟΡΙΣΜΟΣ ΧΩΡΩΝ ΧΡΗΣΕΩΣ ΠΕΖΟΔΡΟΜΙΩΝ ΣΤΟΝ ΕΥΟΣΜΟ	[412, 706, 565, 745]
citroen-advertisement	[1122, 766, 1439, 874]
doctor-info: Μικροβιολόγος	[583, 462, 651, 473]
doctor-info: Δερματολόγος - Αφροδισιολόγος	[583, 435, 727, 446]
doctor-info: Ειδικός Παιδίατρος	[583, 544, 671, 555]
doctor-info: Μαιευτήρας - Γυναικολόγος	[762, 517, 886, 528]
travel-days: ΔΕΥΤΕΡΑ, ΤΕΤΑΡΤΗ, ΣΑΒΒΑΤΟ	[956, 907, 1093, 918]
section-heading: ΨΥΧΟΛΟΓΙΑ	[1327, 477, 1398, 491]
doctor-info: Ωτορινολαρυγγολόγος	[762, 544, 861, 555]
court-decision-notice: ΔΙΚΑΣΤΙΚΗ ΑΠΟΦΑΣΗ ΤΟ ΜΟΝΟΜΕΛΕΣ ΠΡΩΤΟΔΙΚΕΙΟΝ ΘΕΣΣΑΛΟΝΙΚΗΣ ΣΥΓΚΕΙΜΕΝΟΝ ἐκ τοῦ ὑπό τοῦ Προέδρου Πρωτοδικῶν, ὁρισθέντος Πρωτοδίκου, ἐδίκασε τήν ἀγωγήν τῆς ἐταιρείας HERZOGENAURACH AM MAINHOF ὁμοσπονδιακῆς Δημοκρατίας τῆς Γερμανίας, ἐδρευούσης ἐκεῖ, ὑπό τήν ἐπωνυμία «ADIDAS ADI DASSLER SPORTSCHUHFABRIKEN KG», κατά τοῦ καθ' οὗ ἡ αἴτησις. ΔΙΑ ΤΑΥΤΑ ΔΙΚΑΖΕΙ ἐρήμην τῶν διαδίκων. ΑΠΑΓΟΡΕΥΕΙ εἰς τόν καθ' οὗ ὅπως ποιεῖ χρῆσιν τοῦ σήματος τῆς αἰτούσης ἐπί ἀθλητικῶν εἰδῶν. ΚΑΤΑΔΙΚΑΖΕΙ τόν καθ' οὗ εἰς τήν δικαστικήν δαπάνην. Κρίθηκε καί ἀποφασίσθηκε στή Θεσσαλονίκη τῇ 23ῃ Μαρτίου 1979. Ο ΔΙΚΑΣΤΗΣ Ο ΓΡΑΜΜΑΤΕΥΣ	[583, 760, 930, 992]
doctor-info: Ορθοδοντικός - Χειρουργός	[762, 451, 883, 462]
doctor-name: ΔΗΜΗΤΡΙΟΣ Θ. ΜΑΝΔΑΓΓΟΥ	[772, 560, 923, 571]
doctors-banner	[583, 339, 1111, 381]
left-column: Σελίδα 12 Στό τεχνικό έπιμελητήριο Συνεχίζεται τό σεμινάριο γιά προβλήματα κατασκευών σέ σεισμογενείς περιοχές Μίλησαν οί καθηγητές κ.κ. Καρύδης καί Σαββίδης καί ό κ. Δ. Μπαιρακτάρης.Ή άντιμετώπιση βλαβών Γιά τρίτη μέρα συνεχίζεται μέ μεγάλη έπιτυχία τό σεμινάριο πού όργανώνει τό τεχνικό έπιμελητήριο Ελλάδος στή Θεσσαλονίκη, στά πλαίσια τών έκδηλώσεων τής CO.P.I.S.E.E., μέ γενικό θέμα «Προβλήματα κατασκευών σέ σεισμογενείς περιοχές». Χθές τό διάστημα τής πρωινής συνεδρίασης πρώτος μίλησε ό καθηγητής τού Μετσοβίου πολυτεχνείου κ. Π. Καρύδης, μέ θέμα «Ή προσομοίωση σεισμικής συμπεριφοράς τών κατασκευών καί ό σεισμικός συντελεστής — Κατανόηση τής γενικής συμπεριφοράς τών κατασκευών». Ό όμιλητής άναφέρθηκε στό ότι ή δραστηριότητα τής άντισεισμικής τεχνικής άποτελεί συνάρτηση τής σεισμικής επικινδυνότητας μιάς περιοχής, ή όποία άλλωστε καθορίζεται μέ τή βοήθεια στατιστικών μεθόδων. Άναφέρθηκε ακόμη στήν έξέλιξη τών κανονισμών καί στίς μεθόδους ύπολογισμού πού χρησιμοποιούνται στήν πράξη. Κατά τή διάρκεια τής ομιλίας του εξήγησε ότι οί κατασκευές πρέπει νά σχεδιάζονται ώστε νά παραλαμβάνουν τίς σεισμικές δυνάμεις μέ ασφάλεια, ενώ παράλληλα νά διατηρείται ή οίκονομία τής κατασκευής. Τόνισε τή σημασία τής πλαστιμότητας καί τής σωστής διαμόρφωσης τών λεπτομερειών. Μίλησε στή συνέχεια ό κ. Δ. Μπαιρακτάρης, πολιτικός μηχανικός, πού άναφέρθηκε στή μελέτη καί κατασκευή τών κτιρίων και στή βλάβη πού προκαλούν οί σεισμοί σέ φέροντα καί μή φέροντα στοιχεία. Ή βλάβη πού προκαλούν στά κτίρια οί σεισμοί, είπε, έξαρτάται άπό τά χαρακτηριστικά τής δόνησης καί άπό τήν ίδια τήν κατασκευή, τίς διατομές καί τόν όπλισμό της. λυση τόν τρόπο ένισχυσηό τών βλαβών, περιέγραψε τόν τρόπο πού πρέπει νά διεξάγεται ή μελέτη τους καί έξέτασε τόν τρόπο πού πρέπει νά ένισχυθεί ή κατασκευή. Τέλος μίλησε κατάληξε στά συμπεράσματα σεισμοάσφαλείας. Ή διαμόρφωση μέ τήν όποία αντιμετωπίζεται κάθε περίπτωση βλαβών εξαρτάται από τό είδος τής βλάβης, όπως προκύπτει από τή διερευνητική σεισμική καταγραφή. Οί μελέτες σεισμικής ενίσχυσης πρέπει νά εκπονούνται από εξειδικευμένους μηχανικούς. Οί βλάβες πού προκλήθηκαν στά κτίρια κατά τόν σεισμό τής Θεσσαλονίκης άποτελούν πολύτιμο διδακτικό ύλικό καί πρέπει νά μελετηθούν συστηματικά. Ό καθηγητής κ. Σαββίδης, θά είναι ό έπόμενος όμιλητής τού σεμιναρίου, μέ θέμα τήν άντιμετώπιση τών βλαβών στίς κατασκευές άπό οπλισμένο σκυρόδεμα καί φέρουσα τοιχοποιία. Τό σεμινάριο θά συνεχιστεί καί σήμερα μέ τήν όμιλία τού κ. Καρύδη καί θά ολοκληρωθεί μέ γενική συζήτηση καί συμπεράσματα πού θά δοθούν στή δημοσιότητα. Οί έργασίες γίνονται στήν αίθουσα τού τεχνικού έπιμελητηρίου. Στίς όμιλίες παρακολουθούν μηχανικοί άπό όλη τή Βόρεια Ελλάδα, καθώς καί ειδικοί επιστήμονες άπό τό έξωτερικό, πού μετέχουν στίς έργασίες τής CO.P.I.S.E.E. Η ΓΡΑΦΕΙΟΚΡΑΤΙΑ ΕΚΡΙΝΕ ΜΟΛΥΣΜΕΝΕΣ ΚΑΘΑΡΕΣ ΑΚΤΕΣ ΚΑΙ ΚΑΘΑΡΕΣ ΤΙΣ ΜΟΛΥΣΜΕΝΕΣ ΣΕ ΠΕΡΙΟΧΗ ΤΗΣ ΚΑΒΑΛΑΣ ΚΑΒΑΛΑ, 30.— Είναι γνωστό ότι από τίς αρμόδιες υπηρεσίες έγιναν μετρήσεις τής ρύπανσης τών ακτών τής περιοχής μας, καί βγήκαν μάλιστα σχετικά αποτελέσματα. Όπως έγινε γνωστό, έστάλη στήν άρμόδια υπηρεσία έγγραφο τής νομαρχίας, στό όποίο αναφέρονται τά αποτελέσματα τών μετρήσεων αυτών γιά τίς παραλίες τής περιοχής. κριβώς τής άκτής πού βρίσκεται τό έργοστάσιο Φοσφάτων. Μετά τή διαπίστωση αυτή, οι κάτοικοι τής περιοχής διαμαρτύρονται καί ζητούν νά γίνουν νέες μετρήσεις γιά νά διαπιστωθεί ή πραγματική κατάσταση τών ακτών. ΒΡΑΒΕΥΘΗΚΕ ΜΙΚΡΗ ΜΑΘΗΤΡΙΑ ΣΤΗΝ ΑΛΕΞΑΝΔΡΟΥΠΟΛΗ ΠΟΥ ΠΡΩΤΕΥΣΕ ΣΕ ΔΙΑΓΩΝΙΣΜΟ ΖΩΓΡΑΦΙΚΗΣ ΣΤΗ ΣΕΟΥΛ ΑΛΕΞΑΝΔΡΟΥΠΟΛΗ, 30.— Ευχάριστη έκπληξη έδοκίμασε μικρή μαθήτρια δημοτικού σχολείου τής πόλης μας, όταν έμαθε ότι πήρε βραβείο σέ διεθνή διαγωνισμό ζωγραφικής πού έγινε στή Σεούλ τής Κορέας. Στό διαγωνισμό έλαβαν μέρος παιδιά άπό πολλές χώρες τού κόσμου. Τό βραβείο τής στάλθηκε μέσω τού υπουργείου Παιδείας καί τής επιδόθηκε σέ ειδική εκδήλωση στό σχολείο της, παρουσία τών δασκάλων καί τών συμμαθητών της. Ή μικρή ζωγράφος ευχαρίστησε όλους γιά τήν τιμή. ΑΡΧΙΖΑΝ ΣΤΗΝ ΑΘΗΝΑ ΣΕΜΙΝΑΡΙΑ ΓΙΑ ΤΑ ΠΡΟΒΛΗΜΑΤΑ ΤΗΣ ΕΛΛΗΝΙΚΗΣ ΒΙΟΜΗΧΑΝΙΑΣ ΠΑΡΑΓΩΓΗΣ ΤΡΟΦΙΜΩΝ ΑΘΗΝΑ, 30.— Άρχισαν τά σεμινάρια γιά τά προβλήματα τής ελληνικής βιομηχανίας παραγωγής τροφίμων, πού όργανώνει ό Σύνδεσμος Ελληνικών Βιομηχανιών σέ συνεργασία μέ τήν ΕΟΚ. Στά σεμινάρια συμμετέχουν εκπρόσωποι βιομηχανιών άπό όλη τή χώρα. Τά σεμινάρια θά διαρκέσουν τρείς μέρες καί θά έξετάσουν θέματα ποιότητας, τυποποίησης καί εξαγωγών τών ελληνικών προϊόντων στίς αγορές τής Κοινότητας. Ό σύνδεσμος τόνισε τήν ανάγκη εκσυγχρονισμού τών μονάδων. FIAT 128 CL παρασκευοπουλος ΤΗΛ. 412-268 ΘΕΣ/ΝΙΚΗ	[36, 0, 394, 1522]
travel-destination: Βουλγαρία	[965, 921, 1084, 945]
car-ad-address: ΒΑΣ. ΟΛΓΑΣ 192 ΤΗΛ. 412 268 ΘΕΣ/ΝΙΚΗ	[685, 1140, 1009, 1155]
travel-agency: ΚΩΝΣΤΑΝΤΙΝΙΔΗ	[982, 897, 1068, 908]
section-heading: ΙΣΤΟΡΙΑ ΟΙΚΟΝΟΜΙΚΟΥ ΒΙΟΥ	[1128, 360, 1271, 386]
section-heading: ΑΣΤΙΚΟ ΔΙΚΑΙΟ	[1153, 282, 1245, 295]
story-headline: ΠΗΡΕ ΜΕΡΟΣ ΣΤΙΣ ΕΡΓΑΣΙΕΣ ΕΠΙΤΡΟΠΗΣ ΤΟΥ ΝΑΤΟ	[408, 453, 569, 492]
doctor-entry	[583, 507, 754, 528]
doctor-entry	[762, 534, 933, 555]
column-rule	[1116, 36, 1117, 2105]
doctor-entry	[583, 561, 754, 593]
court-intro: ΤΟ ΜΟΝΟΜΕΛΕΣ ΠΡΩΤΟΔΙΚΕΙΟΝ ΘΕΣΣΑΛΟΝΙΚΗΣ	[620, 805, 895, 818]
konteas-company: Ι. Ε. ΚΟΝΤΕΑΗΣ Α.Ε.	[426, 1235, 550, 1248]
story-headline: ΒΡΑΒΕΥΘΗΚΕ ΜΙΚΡΗ ΜΑΘΗΤΡΙΑ ΣΤΗΝ ΑΛΕΞΑΝΔΡΟΥΠΟΛΗ ΠΟΥ ΠΡΩΤΕΥΣΕ ΣΕ ΔΙΑΓΩΝΙΣΜΟ ΖΩΓΡΑΦΙΚΗΣ ΣΤΗ ΣΕΟΥΛ	[37, 1096, 393, 1123]
doctor-entry	[762, 468, 933, 489]
